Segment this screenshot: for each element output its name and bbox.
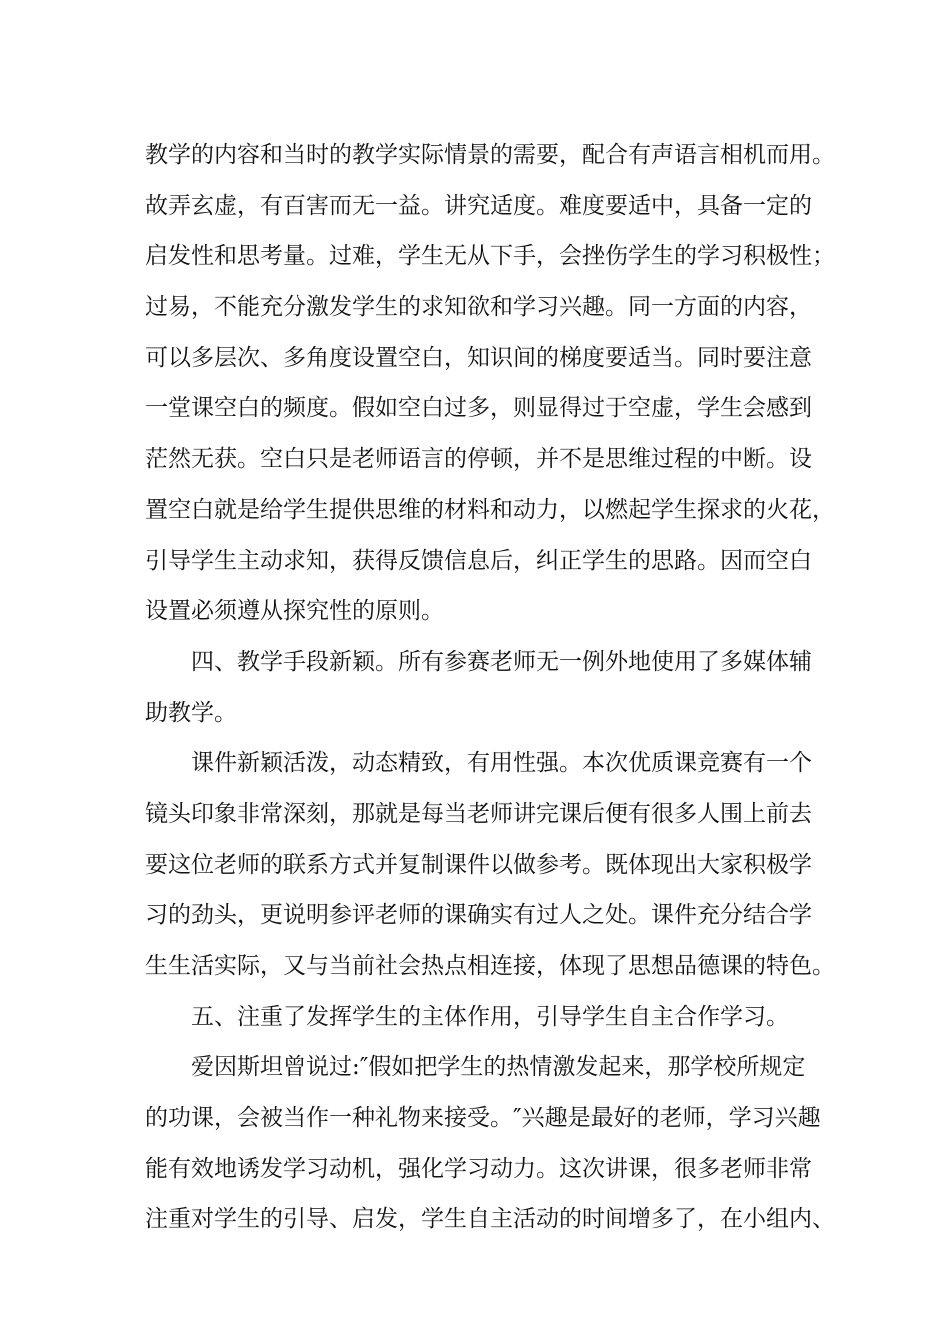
- text-line: 一堂课空白的频度。假如空白过多，则显得过于空虚，学生会感到: [145, 395, 812, 422]
- text-line: 茫然无获。空白只是老师语言的停顿，并不是思维过程的中断。设: [145, 446, 812, 473]
- section-heading: 四、教学手段新颖。所有参赛老师无一例外地使用了多媒体辅: [191, 648, 812, 675]
- text-line: 注重对学生的引导、启发，学生自主活动的时间增多了，在小组内、: [145, 1206, 835, 1233]
- text-line: 教学的内容和当时的教学实际情景的需要，配合有声语言相机而用。: [145, 142, 835, 168]
- text-line: 可以多层次、多角度设置空白，知识间的梯度要适当。同时要注意: [145, 344, 812, 371]
- text-line: 设置必须遵从探究性的原则。: [145, 598, 444, 625]
- text-line: 的功课，会被当作一种礼物来接受。″兴趣是最好的老师，学习兴趣: [145, 1105, 821, 1132]
- paragraph-start: 爱因斯坦曾说过:″假如把学生的热情激发起来，那学校所规定: [191, 1054, 806, 1081]
- text-line: 置空白就是给学生提供思维的材料和动力，以燃起学生探求的火花，: [145, 496, 835, 523]
- text-line: 要这位老师的联系方式并复制课件以做参考。既体现出大家积极学: [145, 851, 812, 878]
- text-line: 能有效地诱发学习动机，强化学习动力。这次讲课，很多老师非常: [145, 1155, 812, 1182]
- text-line: 故弄玄虚，有百害而无一益。讲究适度。难度要适中，具备一定的: [145, 192, 812, 219]
- section-heading: 五、注重了发挥学生的主体作用，引导学生自主合作学习。: [191, 1003, 789, 1030]
- text-line: 过易，不能充分激发学生的求知欲和学习兴趣。同一方面的内容，: [145, 294, 812, 321]
- text-line: 生生活实际，又与当前社会热点相连接，体现了思想品德课的特色。: [145, 953, 835, 979]
- text-line: 助教学。: [145, 699, 237, 726]
- paragraph-start: 课件新颖活泼，动态精致，有用性强。本次优质课竞赛有一个: [191, 750, 812, 777]
- body-text: [145, 130, 835, 1245]
- text-line: 习的劲头，更说明参评老师的课确实有过人之处。课件充分结合学: [145, 902, 812, 929]
- text-line: 引导学生主动求知，获得反馈信息后，纠正学生的思路。因而空白: [145, 547, 812, 574]
- text-line: 镜头印象非常深刻，那就是每当老师讲完课后便有很多人围上前去: [145, 800, 812, 827]
- text-line: 启发性和思考量。过难，学生无从下手，会挫伤学生的学习积极性；: [145, 243, 835, 270]
